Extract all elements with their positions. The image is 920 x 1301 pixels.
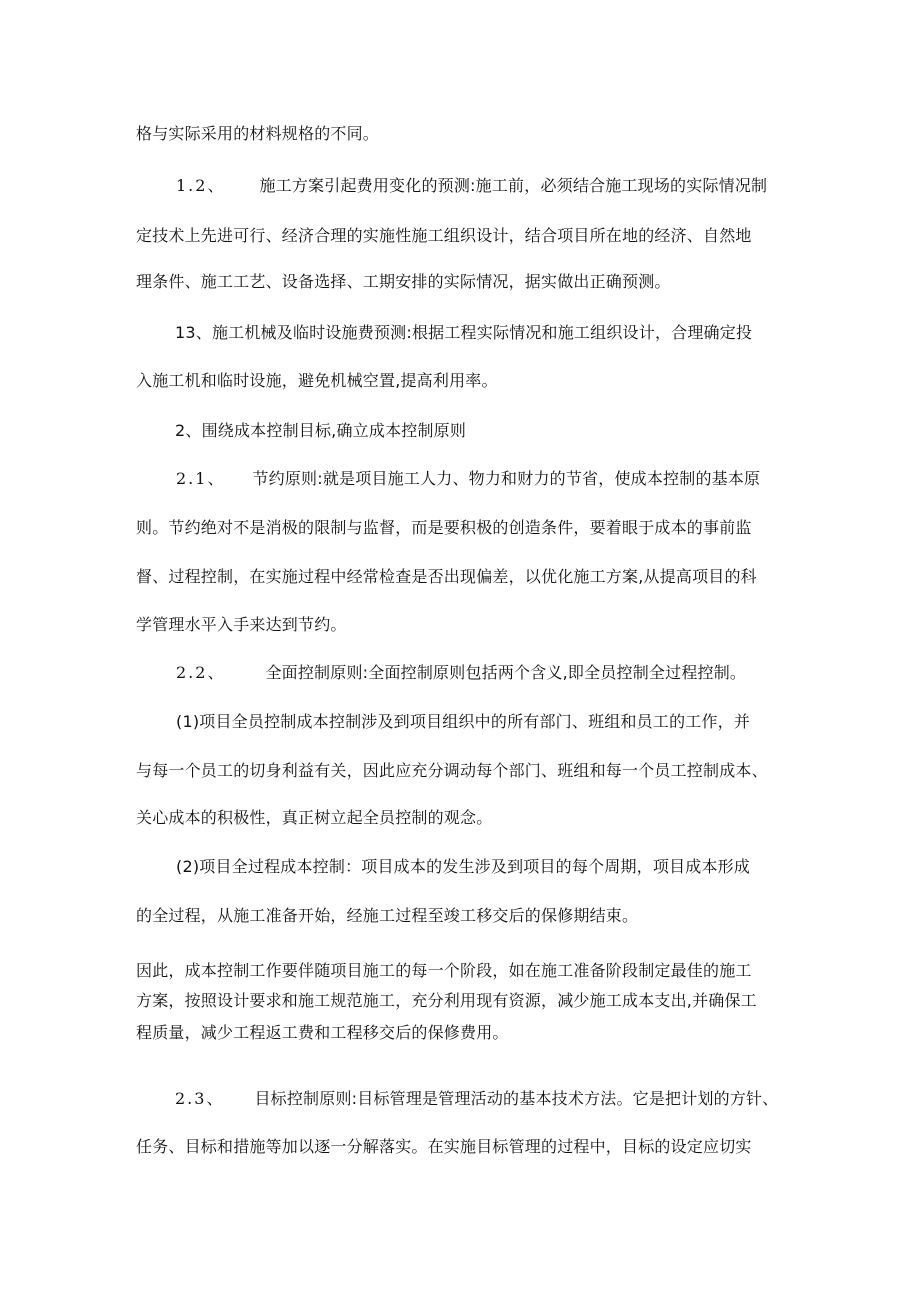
text-line: 方案，按照设计要求和施工规范施工，充分利用现有资源，减少施工成本支出,并确保工 xyxy=(136,991,757,1010)
text-line: (2)项目全过程成本控制：项目成本的发生涉及到项目的每个周期，项目成本形成 xyxy=(176,857,751,876)
text-line: 则。节约绝对不是消极的限制与监督，而是要积极的创造条件，要着眼于成本的事前监 xyxy=(136,518,752,537)
text-line: 定技术上先进可行、经济合理的实施性施工组织设计，结合项目所在地的经济、自然地 xyxy=(136,226,752,245)
section-number: 2.3、 xyxy=(175,1089,225,1108)
text-line: 格与实际采用的材料规格的不同。 xyxy=(136,124,380,143)
text-line: 的全过程，从施工准备开始，经施工过程至竣工移交后的保修期结束。 xyxy=(136,906,639,925)
paragraph-text: 全面控制原则:全面控制原则包括两个含义,即全员控制全过程控制。 xyxy=(265,663,747,682)
text-line: 理条件、施工工艺、设备选择、工期安排的实际情况，据实做出正确预测。 xyxy=(136,272,671,291)
text-line xyxy=(176,176,767,196)
text-line xyxy=(176,469,760,489)
text-line: 因此，成本控制工作要伴随项目施工的每一个阶段，如在施工准备阶段制定最佳的施工 xyxy=(136,961,752,980)
text-line: 与每一个员工的切身利益有关，因此应充分调动每个部门、班组和每一个员工控制成本、 xyxy=(136,761,768,780)
text-line: 入施工机和临时设施，避免机械空置,提高利用率。 xyxy=(136,371,498,390)
section-number: 2.2、 xyxy=(176,663,226,682)
text-line xyxy=(175,1089,778,1109)
paragraph-text: 目标控制原则:目标管理是管理活动的基本技术方法。它是把计划的方针、 xyxy=(254,1089,779,1108)
text-line: 学管理水平入手来达到节约。 xyxy=(136,615,347,634)
text-line xyxy=(176,663,746,683)
text-line: 13、施工机械及临时设施费预测:根据工程实际情况和施工组织设计，合理确定投 xyxy=(175,323,753,342)
paragraph-text: 施工方案引起费用变化的预测:施工前，必须结合施工现场的实际情况制 xyxy=(259,176,768,195)
section-number: 1.2、 xyxy=(176,176,226,195)
section-number: 2.1、 xyxy=(176,469,226,488)
text-line: 任务、目标和措施等加以逐一分解落实。在实施目标管理的过程中，目标的设定应切实 xyxy=(136,1137,752,1156)
section-heading: 2、围绕成本控制目标,确立成本控制原则 xyxy=(175,421,467,440)
text-line: (1)项目全员控制成本控制涉及到项目组织中的所有部门、班组和员工的工作，并 xyxy=(176,712,751,731)
text-line: 程质量，减少工程返工费和工程移交后的保修费用。 xyxy=(136,1023,509,1042)
text-line: 关心成本的积极性，真正树立起全员控制的观念。 xyxy=(136,808,493,827)
paragraph-text: 节约原则:就是项目施工人力、物力和财力的节省，使成本控制的基本原 xyxy=(252,469,761,488)
text-line: 督、过程控制，在实施过程中经常检查是否出现偏差，以优化施工方案,从提高项目的科 xyxy=(136,567,757,586)
